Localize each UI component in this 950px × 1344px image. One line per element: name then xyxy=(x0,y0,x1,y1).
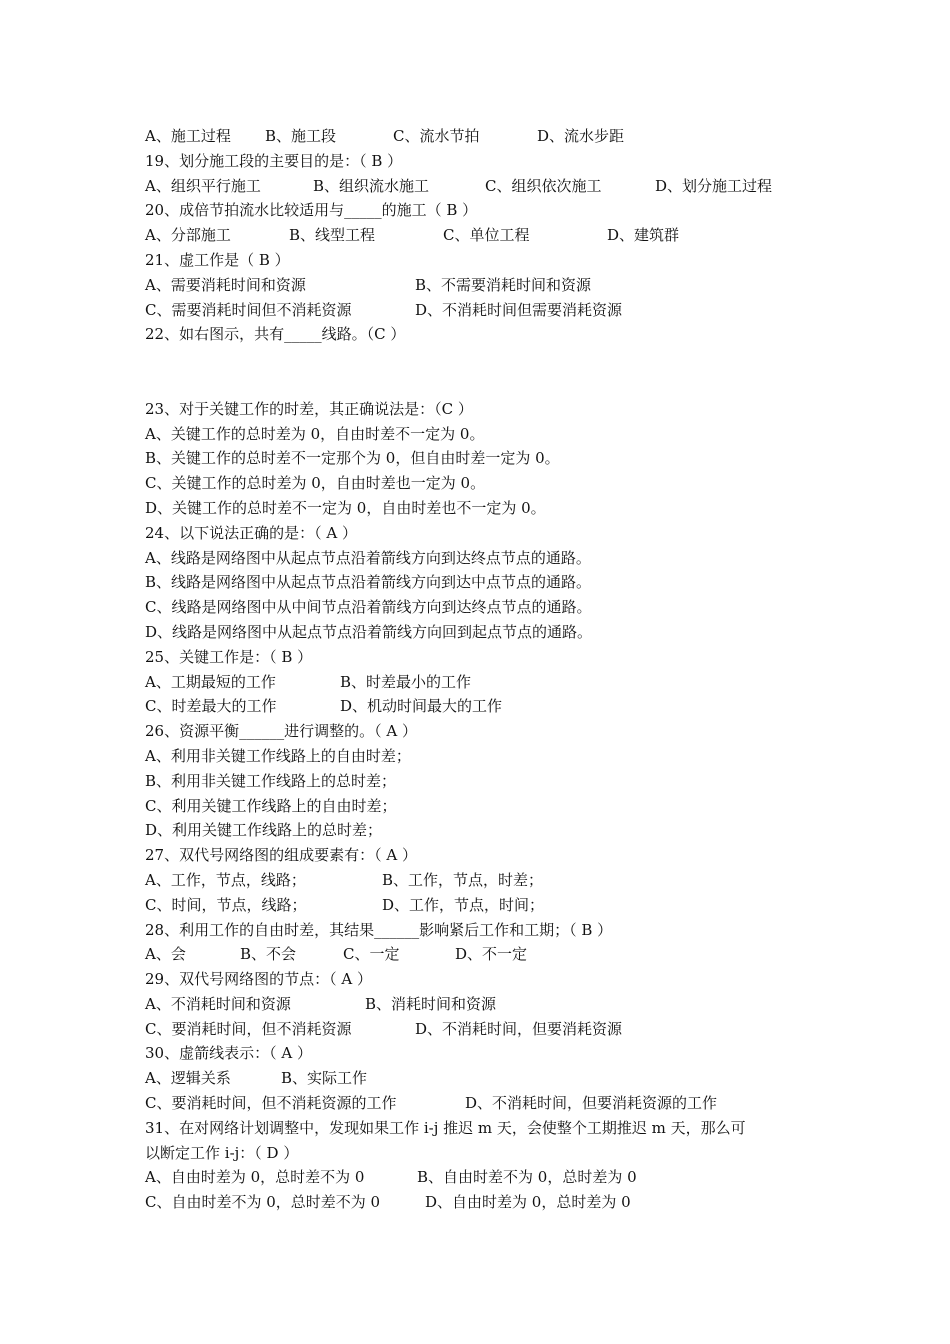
option-b: B、工作，节点，时差； xyxy=(382,870,544,889)
options-row xyxy=(145,942,825,967)
option-b: D、自由时差为 0，总时差为 0 xyxy=(425,1193,631,1212)
option-a: A、工作，节点，线路； xyxy=(145,870,306,889)
option-b: B、自由时差不为 0，总时差为 0 xyxy=(417,1168,637,1187)
text-line: 以断定工作 i-j：（ D ） xyxy=(145,1143,299,1162)
options-row xyxy=(145,223,825,248)
option-b: D、机动时间最大的工作 xyxy=(340,697,503,716)
option-a: A、需要消耗时间和资源 xyxy=(145,275,306,294)
figure-space xyxy=(145,347,825,397)
options-row xyxy=(145,1165,825,1190)
options-row xyxy=(145,1190,825,1215)
option-a: A、不消耗时间和资源 xyxy=(145,994,291,1013)
option-b: B、不会 xyxy=(240,945,297,964)
options-row xyxy=(145,992,825,1017)
option-c: C、组织依次施工 xyxy=(485,176,602,195)
options-row xyxy=(145,298,825,323)
options-row xyxy=(145,1017,825,1042)
text-line: A、关键工作的总时差为 0，自由时差不一定为 0。 xyxy=(145,424,485,443)
option-b: B、时差最小的工作 xyxy=(340,672,472,691)
text-line: 23、对于关键工作的时差，其正确说法是：（C ） xyxy=(145,399,473,418)
text-line: A、利用非关键工作线路上的自由时差； xyxy=(145,746,411,765)
option-d: D、不一定 xyxy=(455,945,528,964)
option-b: B、消耗时间和资源 xyxy=(365,994,497,1013)
text-line: C、关键工作的总时差为 0，自由时差也一定为 0。 xyxy=(145,474,486,493)
text-line: 29、双代号网络图的节点：（ A ） xyxy=(145,970,372,989)
options-row xyxy=(145,174,825,199)
option-a: A、会 xyxy=(145,945,186,964)
option-a: C、需要消耗时间但不消耗资源 xyxy=(145,300,352,319)
text-line: 21、虚工作是（ B ） xyxy=(145,250,290,269)
option-b: B、组织流水施工 xyxy=(313,176,430,195)
options-row xyxy=(145,1091,825,1116)
text-line: 28、利用工作的自由时差，其结果______影响紧后工作和工期；（ B ） xyxy=(145,920,613,939)
text-line: D、线路是网络图中从起点节点沿着箭线方向回到起点节点的通路。 xyxy=(145,622,593,641)
options-row xyxy=(145,893,825,918)
text-line: 25、关键工作是：（ B ） xyxy=(145,647,313,666)
text-line: D、关键工作的总时差不一定为 0，自由时差也不一定为 0。 xyxy=(145,498,546,517)
text-line: C、线路是网络图中从中间节点沿着箭线方向到达终点节点的通路。 xyxy=(145,598,592,617)
option-b: B、实际工作 xyxy=(281,1069,368,1088)
text-line: 19、划分施工段的主要目的是：（ B ） xyxy=(145,151,403,170)
text-line: 30、虚箭线表示：（ A ） xyxy=(145,1044,312,1063)
text-line: 26、资源平衡______进行调整的。（ A ） xyxy=(145,722,417,741)
text-line: 31、在对网络计划调整中，发现如果工作 i-j 推迟 m 天，会使整个工期推迟 m 天，那么可 xyxy=(145,1118,746,1137)
option-a: A、自由时差为 0，总时差不为 0 xyxy=(145,1168,365,1187)
option-b: D、不消耗时间但需要消耗资源 xyxy=(415,300,623,319)
options-row xyxy=(145,1066,825,1091)
question-list xyxy=(145,124,825,1215)
option-b: B、线型工程 xyxy=(289,226,376,245)
options-row xyxy=(145,670,825,695)
option-d: D、建筑群 xyxy=(607,226,680,245)
text-line: B、利用非关键工作线路上的总时差； xyxy=(145,771,397,790)
option-b: D、工作，节点，时间； xyxy=(382,895,545,914)
option-a: C、要消耗时间，但不消耗资源 xyxy=(145,1019,352,1038)
text-line: 22、如右图示，共有_____线路。（C ） xyxy=(145,325,406,344)
text-line: A、线路是网络图中从起点节点沿着箭线方向到达终点节点的通路。 xyxy=(145,548,591,567)
text-line: 27、双代号网络图的组成要素有：（ A ） xyxy=(145,846,417,865)
text-line: 24、以下说法正确的是：（ A ） xyxy=(145,523,357,542)
option-c: C、单位工程 xyxy=(443,226,530,245)
option-d: D、划分施工过程 xyxy=(655,176,773,195)
option-b: D、不消耗时间，但要消耗资源的工作 xyxy=(465,1094,718,1113)
options-row xyxy=(145,694,825,719)
option-a: A、逻辑关系 xyxy=(145,1069,231,1088)
text-line: C、利用关键工作线路上的自由时差； xyxy=(145,796,397,815)
option-b: B、不需要消耗时间和资源 xyxy=(415,275,592,294)
options-row xyxy=(145,868,825,893)
option-a: C、自由时差不为 0，总时差不为 0 xyxy=(145,1193,381,1212)
option-a: A、分部施工 xyxy=(145,226,231,245)
text-line: B、线路是网络图中从起点节点沿着箭线方向到达中点节点的通路。 xyxy=(145,573,592,592)
text-line: D、利用关键工作线路上的总时差； xyxy=(145,821,383,840)
option-a: A、组织平行施工 xyxy=(145,176,261,195)
option-a: A、工期最短的工作 xyxy=(145,672,276,691)
option-d: D、流水步距 xyxy=(537,127,625,145)
option-a: A、施工过程 xyxy=(145,127,231,145)
option-c: C、一定 xyxy=(343,945,400,964)
text-line: 20、成倍节拍流水比较适用与_____的施工（ B ） xyxy=(145,201,478,220)
option-a: C、时间，节点，线路； xyxy=(145,895,307,914)
options-row xyxy=(145,273,825,298)
option-a: C、时差最大的工作 xyxy=(145,697,277,716)
options-row xyxy=(145,124,825,149)
text-line: B、关键工作的总时差不一定那个为 0，但自由时差一定为 0。 xyxy=(145,449,560,468)
option-b: B、施工段 xyxy=(265,127,337,145)
option-a: C、要消耗时间，但不消耗资源的工作 xyxy=(145,1094,397,1113)
option-c: C、流水节拍 xyxy=(393,127,480,145)
option-b: D、不消耗时间，但要消耗资源 xyxy=(415,1019,623,1038)
